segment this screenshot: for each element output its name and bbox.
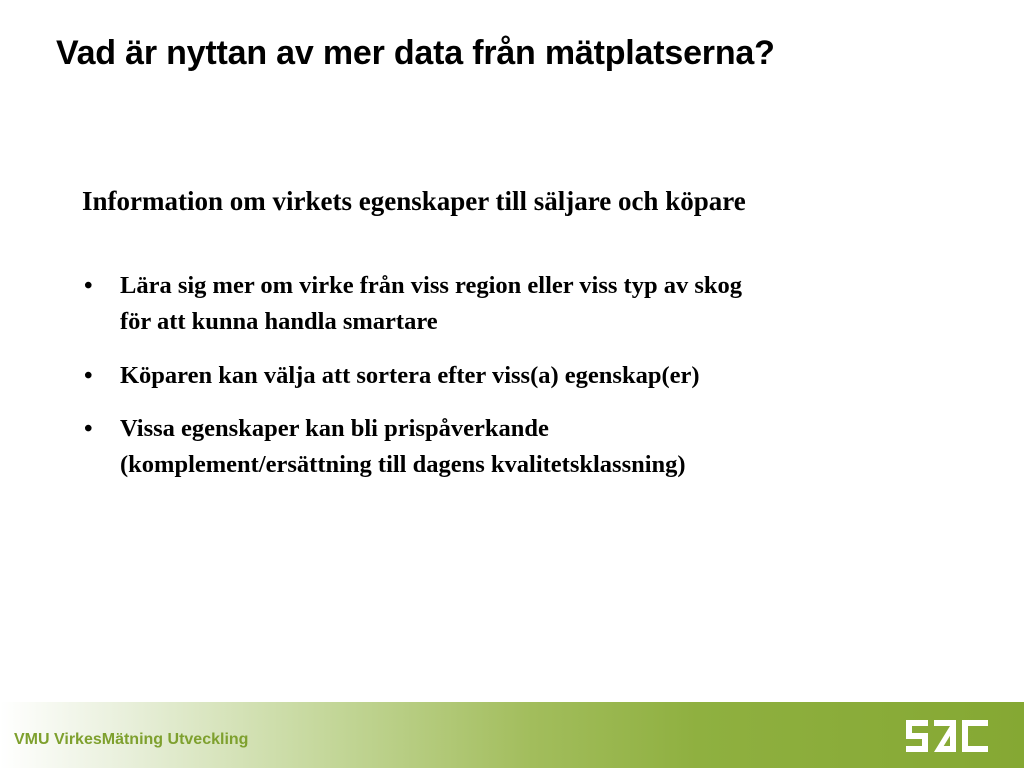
bullet-list	[82, 268, 962, 501]
bullet-text-continued: för att kunna handla smartare	[120, 308, 438, 335]
bullet-icon: •	[84, 272, 93, 299]
bullet-text: Köparen kan välja att sortera efter viss(a) egenskap(er)	[120, 362, 700, 389]
bullet-item	[82, 268, 962, 340]
bullet-item	[82, 358, 962, 394]
bullet-text: Vissa egenskaper kan bli prispåverkande	[120, 415, 549, 442]
bullet-text: Lära sig mer om virke från viss region eller viss typ av skog	[120, 272, 742, 299]
bullet-text-continued: (komplement/ersättning till dagens kvalitetsklassning)	[120, 451, 686, 478]
bullet-icon: •	[84, 415, 93, 442]
bullet-icon: •	[84, 362, 93, 389]
sdc-logo-icon	[906, 720, 988, 752]
bullet-item	[82, 411, 962, 483]
slide-subheading: Information om virkets egenskaper till säljare och köpare	[82, 186, 746, 216]
slide-title: Vad är nyttan av mer data från mätplatserna?	[56, 34, 775, 72]
footer-text: VMU VirkesMätning Utveckling	[14, 731, 249, 748]
